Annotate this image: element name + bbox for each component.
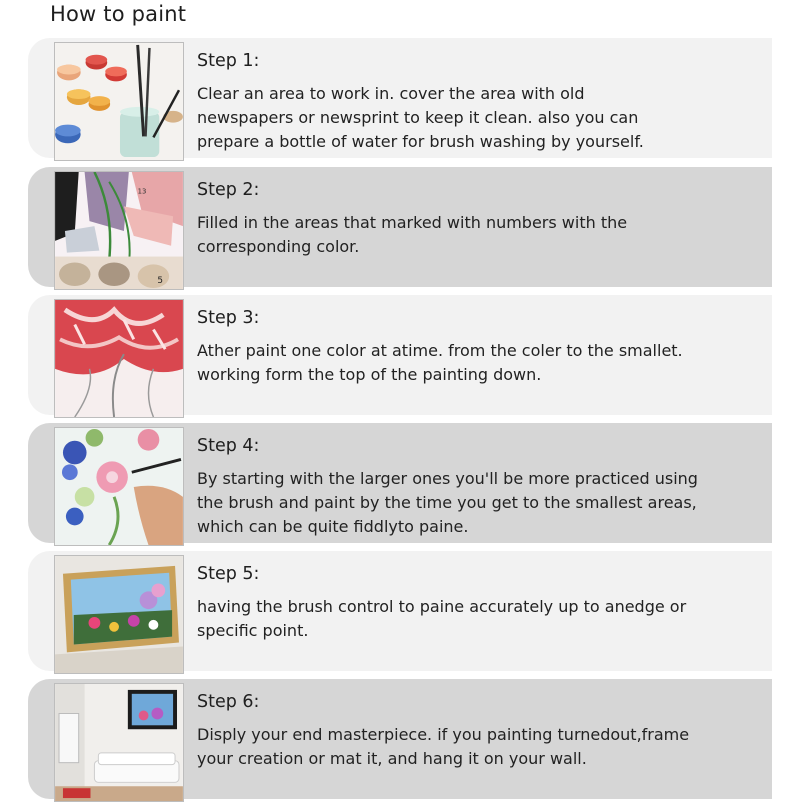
step-1-line-2: newspapers or newsprint to keep it clean. also you can	[197, 108, 639, 127]
paint-pots-brushes-image	[55, 43, 183, 160]
step-1-line-1: Clear an area to work in. cover the area with old	[197, 84, 585, 103]
step-5-text	[197, 595, 762, 643]
step-3-line-1: Ather paint one color at atime. from the coler to the smallet.	[197, 341, 683, 360]
step-2-panel	[28, 167, 772, 287]
step-5-line-1: having the brush control to paine accurately up to anedge or	[197, 597, 687, 616]
step-4-line-3: which can be quite fiddlyto paine.	[197, 517, 469, 536]
step-4-text	[197, 467, 762, 539]
step-6-text	[197, 723, 762, 771]
step-5-heading: Step 5:	[197, 564, 260, 584]
step-1-panel	[28, 38, 772, 158]
step-3-text	[197, 339, 762, 387]
step-1-line-3: prepare a bottle of water for brush washing by yourself.	[197, 132, 644, 151]
step-2-image	[54, 171, 184, 290]
living-room-with-painting-image	[55, 684, 183, 801]
step-1-text	[197, 82, 762, 154]
step-6-image	[54, 683, 184, 802]
step-4-line-2: the brush and paint by the time you get to the smallest areas,	[197, 493, 697, 512]
step-2-line-2: corresponding color.	[197, 237, 360, 256]
step-6-panel	[28, 679, 772, 799]
step-2-heading: Step 2:	[197, 180, 260, 200]
step-3-panel	[28, 295, 772, 415]
step-3-heading: Step 3:	[197, 308, 260, 328]
step-1-heading: Step 1:	[197, 51, 260, 71]
step-5-image	[54, 555, 184, 674]
step-3-image	[54, 299, 184, 418]
step-6-line-2: your creation or mat it, and hang it on your wall.	[197, 749, 587, 768]
framed-painting-image	[55, 556, 183, 673]
step-4-image	[54, 427, 184, 546]
numbered-canvas-image	[55, 172, 183, 289]
red-tree-painting-image	[55, 300, 183, 417]
step-5-panel	[28, 551, 772, 671]
canvas-number-13: 13	[137, 187, 147, 196]
step-2-text	[197, 211, 762, 259]
flower-painting-in-progress-image	[55, 428, 183, 545]
step-2-line-1: Filled in the areas that marked with numbers with the	[197, 213, 628, 232]
step-4-line-1: By starting with the larger ones you'll be more practiced using	[197, 469, 698, 488]
step-6-line-1: Disply your end masterpiece. if you painting turnedout,frame	[197, 725, 690, 744]
step-1-image	[54, 42, 184, 161]
page-title: How to paint	[50, 2, 187, 26]
step-6-heading: Step 6:	[197, 692, 260, 712]
step-3-line-2: working form the top of the painting down.	[197, 365, 542, 384]
canvas-number-5: 5	[157, 276, 163, 287]
step-4-heading: Step 4:	[197, 436, 260, 456]
step-5-line-2: specific point.	[197, 621, 309, 640]
step-4-panel	[28, 423, 772, 543]
